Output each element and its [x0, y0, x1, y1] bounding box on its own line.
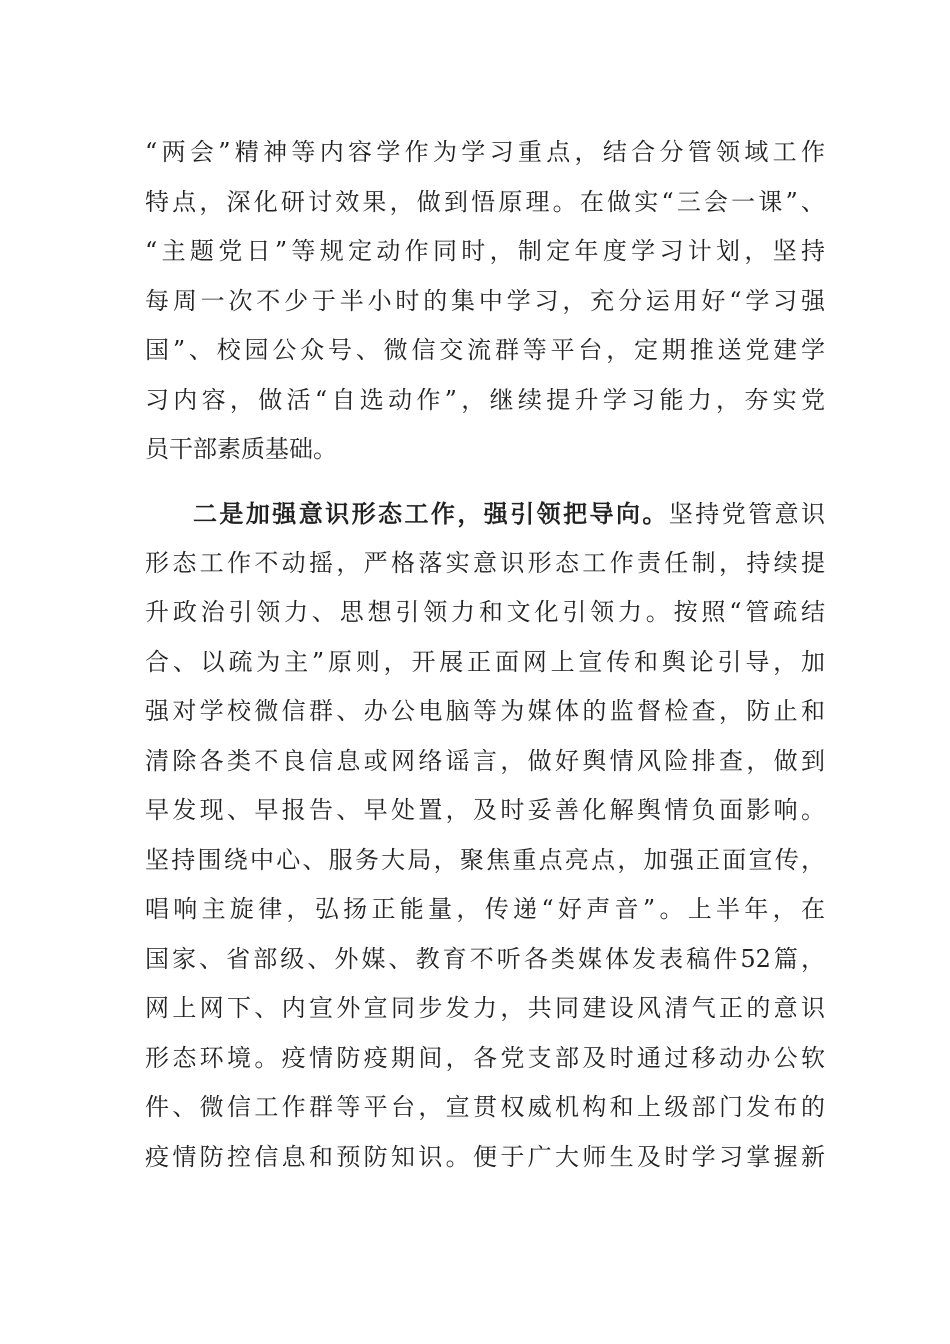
paragraph-line-rest: 坚持党管意识 [668, 500, 826, 528]
paragraph-line: 坚持围绕中心、服务大局，聚焦重点亮点，加强正面宣传， [145, 845, 825, 874]
paragraph-line: 国”、校园公众号、微信交流群等平台，定期推送党建学 [145, 336, 825, 364]
paragraph-line: 合、以疏为主”原则，开展正面网上宣传和舆论引导，加 [145, 647, 825, 676]
paragraph-first-line [145, 489, 825, 539]
paragraph-line: 唱响主旋律，弘扬正能量，传递“好声音”。上半年，在 [145, 895, 825, 923]
paragraph-line: 习内容，做活“自选动作”，继续提升学习能力，夯实党 [145, 385, 825, 414]
paragraph-line: 特点，深化研讨效果，做到悟原理。在做实“三会一课”、 [145, 187, 825, 216]
paragraph-line: 形态工作不动摇，严格落实意识形态工作责任制，持续提 [145, 548, 825, 577]
paragraph-line: 员干部素质基础。 [145, 435, 337, 463]
paragraph-line: 强对学校微信群、办公电脑等为媒体的监督检查，防止和 [145, 697, 825, 725]
paragraph-line: 每周一次不少于半小时的集中学习，充分运用好“学习强 [145, 286, 825, 315]
section-heading: 二是加强意识形态工作，强引领把导向。 [193, 499, 669, 528]
paragraph-line: 国家、省部级、外媒、教育不听各类媒体发表稿件52篇， [145, 944, 825, 973]
paragraph-line: 网上网下、内宣外宣同步发力，共同建设风清气正的意识 [145, 994, 825, 1022]
paragraph-line: 疫情防控信息和预防知识。便于广大师生及时学习掌握新 [145, 1142, 825, 1171]
paragraph-line: 清除各类不良信息或网络谣言，做好舆情风险排查，做到 [145, 746, 825, 775]
paragraph-line: 件、微信工作群等平台，宣贯权威机构和上级部门发布的 [145, 1093, 825, 1121]
paragraph-line: 早发现、早报告、早处置，及时妥善化解舆情负面影响。 [145, 796, 825, 824]
paragraph-line: 升政治引领力、思想引领力和文化引领力。按照“管疏结 [145, 598, 825, 626]
paragraph-ideology-work [145, 489, 825, 1182]
paragraph-line: 形态环境。疫情防疫期间，各党支部及时通过移动办公软 [145, 1043, 825, 1072]
paragraph-line: “主题党日”等规定动作同时，制定年度学习计划，坚持 [145, 237, 825, 265]
paragraph-line: “两会”精神等内容学作为学习重点，结合分管领域工作 [145, 138, 825, 166]
paragraph-study-plan [145, 128, 825, 475]
